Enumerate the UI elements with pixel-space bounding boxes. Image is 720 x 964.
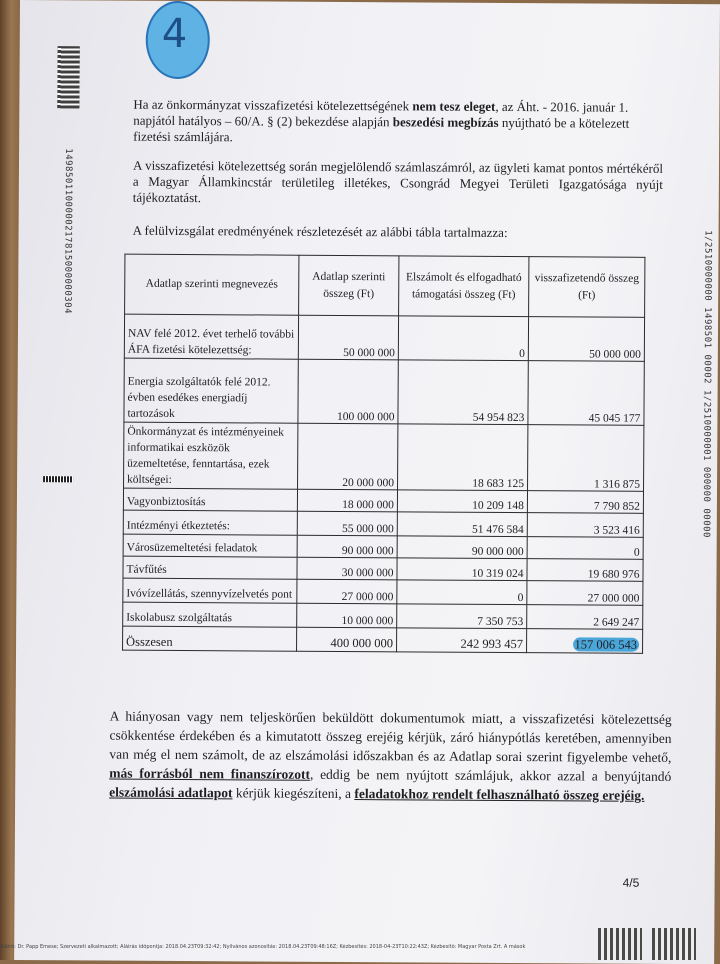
header-amount: Adatlap szerinti összeg (Ft) bbox=[299, 255, 399, 316]
row-accepted: 10 319 024 bbox=[397, 558, 527, 581]
row-accepted: 51 476 584 bbox=[397, 512, 527, 537]
review-results-table bbox=[122, 254, 645, 654]
row-amount: 27 000 000 bbox=[297, 579, 397, 604]
row-amount: 30 000 000 bbox=[297, 557, 397, 580]
row-amount: 90 000 000 bbox=[297, 535, 397, 558]
row-accepted: 90 000 000 bbox=[397, 536, 527, 559]
row-refund: 27 000 000 bbox=[527, 581, 643, 606]
p4-text-a: A hiányosan vagy nem teljeskörűen beküldött dokumentumok miatt, a visszafizetési kötelezettség csökkentése érdekében és a kimutatott összeg erejéig kérjük, záró hiánypótlás keretében, amennyiben van még el nem számolt, de az elszámolási időszakban és az Adatlap sorai szerint figyelembe vehető, bbox=[109, 708, 672, 765]
side-code-left: 1498501100000217815000000304 bbox=[62, 148, 74, 315]
p1-text-b: , az Áht. - 2016. január 1. napjától hatályos – 60/A. § (2) bekezdése alapján bbox=[133, 98, 629, 130]
total-refund-cell bbox=[527, 629, 643, 654]
row-name: Vagyonbiztosítás bbox=[123, 488, 297, 511]
document-page bbox=[14, 0, 720, 964]
total-refund-highlighted: 157 006 543 bbox=[574, 637, 638, 652]
row-amount: 20 000 000 bbox=[298, 423, 398, 490]
row-name: Iskolabusz szolgáltatás bbox=[123, 602, 297, 627]
header-refund: visszafizetendő összeg (Ft) bbox=[529, 257, 645, 318]
page-marker-number: 4 bbox=[161, 10, 188, 58]
table-row bbox=[123, 510, 643, 537]
p4-text-b: , eddig be nem nyújtott számlájuk, akkor azzal a benyújtandó bbox=[309, 766, 672, 784]
header-name: Adatlap szerinti megnevezés bbox=[125, 254, 299, 315]
row-accepted: 0 bbox=[398, 316, 528, 361]
qr-code-bottom-1 bbox=[598, 928, 642, 960]
qr-code-left bbox=[57, 46, 79, 108]
row-refund: 45 045 177 bbox=[528, 361, 644, 426]
row-accepted: 0 bbox=[397, 580, 527, 605]
table-row bbox=[124, 314, 644, 361]
page-marker-circle bbox=[146, 1, 210, 79]
total-amount: 400 000 000 bbox=[297, 627, 397, 652]
row-refund: 2 649 247 bbox=[527, 605, 643, 630]
p1-bold-a: nem tesz eleget bbox=[412, 98, 496, 114]
signature-footer: Aláíró: Dr. Papp Emese; Szervezeti alkalmazott; Aláírás időpontja: 2018.04.23T09:32:42; Nyilvános azonosítás: 2018.04.23T09:48:16Z; Kézbesítés: 2018-04-23T10:22:43Z; Kézbesítő: Magyar Posta Zrt. A mások bbox=[0, 944, 526, 950]
p4-underline-b: elszámolási adatlapot bbox=[109, 784, 233, 801]
table-total-row bbox=[123, 626, 643, 653]
row-amount: 18 000 000 bbox=[297, 489, 397, 512]
p1-text-c: nyújtható be a kötelezett fizetési számlájára. bbox=[133, 114, 630, 145]
table-row bbox=[123, 602, 643, 629]
barcode-mark-left bbox=[43, 476, 73, 482]
p1-text-a: Ha az önkormányzat visszafizetési kötelezettségének bbox=[133, 96, 413, 114]
row-refund: 50 000 000 bbox=[528, 317, 644, 362]
total-accepted: 242 993 457 bbox=[397, 628, 527, 653]
table-row bbox=[123, 556, 643, 581]
total-name: Összesen bbox=[123, 626, 297, 651]
row-refund: 3 523 416 bbox=[527, 513, 643, 538]
row-accepted: 7 350 753 bbox=[397, 604, 527, 629]
paragraph-treasury-info: A visszafizetési kötelezettség során megjelölendő számlaszámról, az ügyleti kamat pontos mértékéről a Magyar Államkincstár területileg illetékes, Csongrád Megyei Területi Igazgatósága nyújt tájékoztatást. bbox=[132, 157, 664, 206]
row-amount: 100 000 000 bbox=[298, 359, 398, 424]
row-name: Intézményi étkeztetés: bbox=[123, 510, 297, 535]
row-refund: 19 680 976 bbox=[527, 559, 643, 582]
row-name: Ivóvízellátás, szennyvízelvetés pont bbox=[123, 578, 297, 603]
side-code-right: 1/2510000000 1498501 00002 1/2510000001 000000 00000 bbox=[700, 230, 713, 538]
row-amount: 10 000 000 bbox=[297, 603, 397, 628]
table-row bbox=[123, 578, 643, 605]
paragraph-supplement-request bbox=[109, 707, 672, 805]
table-row bbox=[123, 534, 643, 559]
row-amount: 50 000 000 bbox=[298, 315, 398, 360]
row-name: Városüzemeltetési feladatok bbox=[123, 534, 297, 557]
qr-code-bottom-2 bbox=[652, 928, 696, 960]
row-refund: 0 bbox=[527, 537, 643, 560]
row-amount: 55 000 000 bbox=[297, 511, 397, 536]
p4-underline-a: más forrásból nem finanszírozott bbox=[109, 765, 311, 782]
row-name: NAV felé 2012. évet terhelő további ÁFA fizetési kötelezettség: bbox=[124, 314, 298, 359]
p4-underline-c: feladatokhoz rendelt felhasználható összeg erejéig. bbox=[354, 786, 645, 803]
paragraph-table-intro: A felülvizsgálat eredményének részletezését az alábbi tábla tartalmazza: bbox=[132, 222, 508, 240]
row-refund: 7 790 852 bbox=[527, 491, 643, 514]
table-row bbox=[124, 358, 644, 425]
table-row bbox=[124, 422, 644, 491]
row-refund: 1 316 875 bbox=[528, 425, 644, 492]
table-header-row bbox=[125, 254, 645, 317]
p1-bold-b: beszedési megbízás bbox=[392, 114, 499, 130]
row-name: Önkormányzat és intézményeinek informatikai eszközök üzemeltetése, fenntartása, ezek költségei: bbox=[124, 422, 298, 489]
row-accepted: 54 954 823 bbox=[398, 360, 528, 425]
row-accepted: 18 683 125 bbox=[398, 424, 528, 491]
header-accepted: Elszámolt és elfogadható támogatási összeg (Ft) bbox=[399, 256, 529, 317]
row-name: Energia szolgáltatók felé 2012. évben esedékes energiadíj tartozások bbox=[124, 358, 298, 423]
paragraph-payment-obligation bbox=[133, 97, 663, 148]
row-accepted: 10 209 148 bbox=[397, 490, 527, 513]
table-row bbox=[123, 488, 643, 513]
row-name: Távfűtés bbox=[123, 556, 297, 579]
page-indicator: 4/5 bbox=[622, 875, 640, 890]
p4-text-c: kérjük kiegészíteni, a bbox=[232, 785, 355, 802]
